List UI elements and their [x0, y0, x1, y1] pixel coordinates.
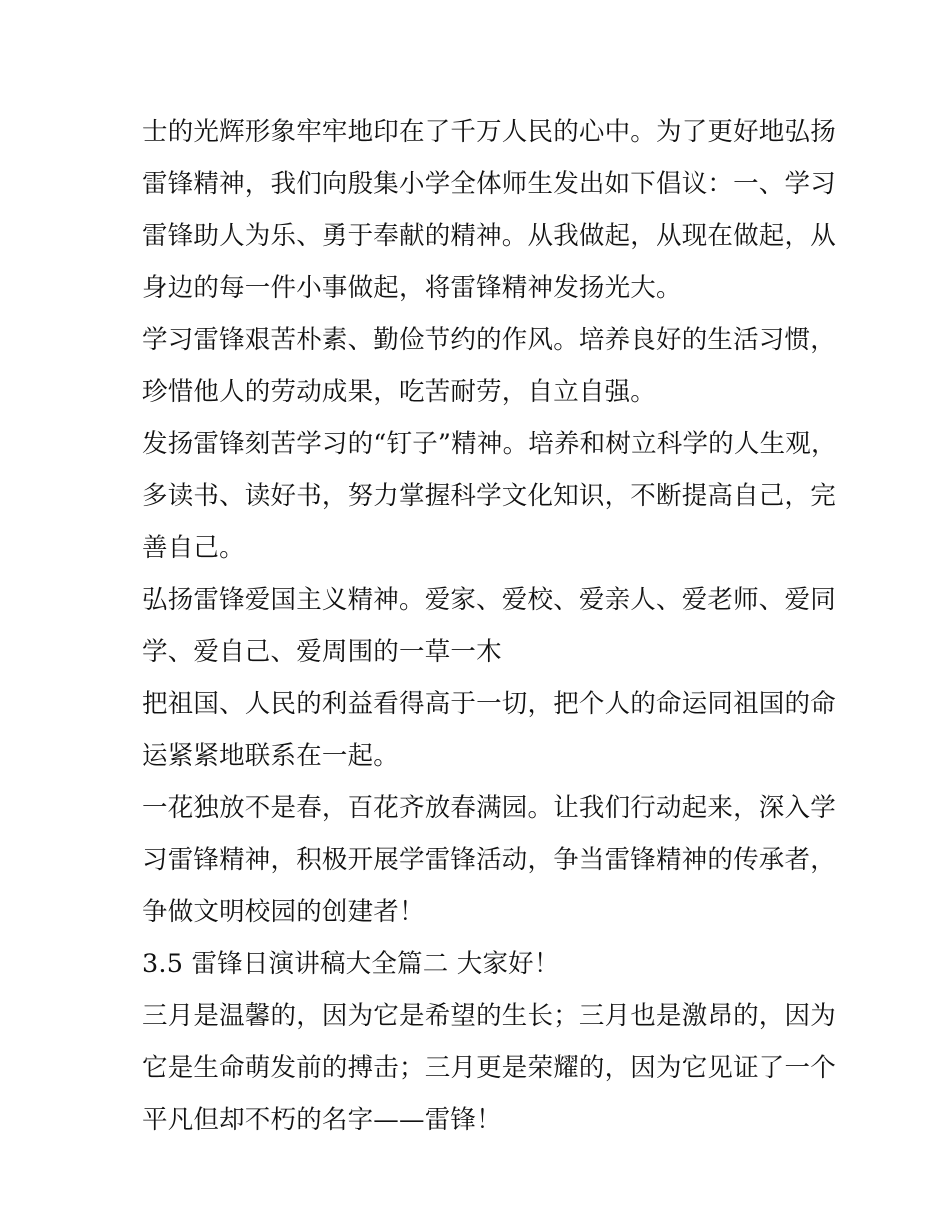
text-line: 把祖国、人民的利益看得高于一切，把个人的命运同祖国的命	[142, 689, 836, 719]
text-line: 学习雷锋艰苦朴素、勤俭节约的作风。培养良好的生活习惯，	[142, 325, 836, 355]
document-body	[142, 106, 837, 1146]
text-line: 发扬雷锋刻苦学习的“钉子”精神。培养和树立科学的人生观，	[142, 429, 837, 459]
text-line: 善自己。	[142, 533, 245, 563]
text-line: 学、爱自己、爱周围的一草一木	[142, 637, 502, 667]
text-line: 习雷锋精神，积极开展学雷锋活动，争当雷锋精神的传承者，	[142, 845, 836, 875]
text-line: 雷锋精神，我们向殷集小学全体师生发出如下倡议：一、学习	[142, 169, 836, 199]
text-line: 争做文明校园的创建者！	[142, 897, 425, 927]
text-line: 雷锋助人为乐、勇于奉献的精神。从我做起，从现在做起，从	[142, 221, 836, 251]
text-line: 多读书、读好书，努力掌握科学文化知识，不断提高自己，完	[142, 481, 836, 511]
section-heading: 3.5 雷锋日演讲稿大全篇二 大家好！	[142, 949, 560, 979]
text-line: 一花独放不是春，百花齐放春满园。让我们行动起来，深入学	[142, 793, 836, 823]
text-line: 身边的每一件小事做起，将雷锋精神发扬光大。	[142, 273, 682, 303]
text-line: 平凡但却不朽的名字——雷锋！	[142, 1105, 502, 1135]
text-line: 它是生命萌发前的搏击；三月更是荣耀的，因为它见证了一个	[142, 1053, 836, 1083]
text-line: 士的光辉形象牢牢地印在了千万人民的心中。为了更好地弘扬	[142, 117, 836, 147]
text-line: 珍惜他人的劳动成果，吃苦耐劳，自立自强。	[142, 377, 657, 407]
text-line: 弘扬雷锋爱国主义精神。爱家、爱校、爱亲人、爱老师、爱同	[142, 585, 836, 615]
text-line: 运紧紧地联系在一起。	[142, 741, 400, 771]
text-line: 三月是温馨的，因为它是希望的生长；三月也是激昂的，因为	[142, 1001, 836, 1031]
